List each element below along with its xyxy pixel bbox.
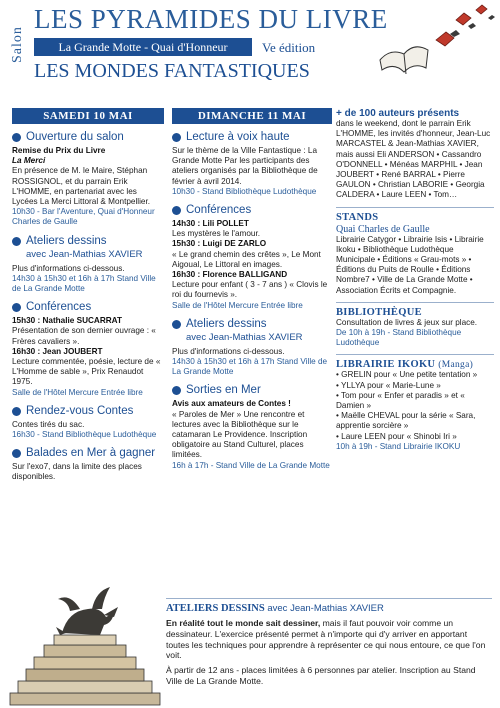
- section-title: Ateliers dessins: [26, 234, 107, 247]
- salon-label: Salon: [10, 26, 25, 64]
- workshop-body: mais il faut pouvoir voir comme un dessinateur. L'exercice présenté permet à n'importe qui d'y arriver en apportant toutes les techniques pour apprendre à représenter ce qui nous entoure, ce que l'on voit.: [166, 618, 486, 661]
- speaker-2: 15h30 : Luigi DE ZARLO: [172, 239, 267, 249]
- workshop-heading-sub: avec Jean-Mathias XAVIER: [267, 603, 384, 614]
- section-subtitle: avec Jean-Mathias XAVIER: [26, 248, 143, 260]
- library-heading: BIBLIOTHÈQUE: [336, 302, 494, 318]
- prize-name: La Merci: [12, 156, 46, 166]
- section-title: Ateliers dessins: [186, 317, 267, 330]
- speaker-3: 16h30 : Florence BALLIGAND: [172, 270, 288, 280]
- column-sunday: [172, 108, 332, 471]
- page-title: LES PYRAMIDES DU LIVRE: [34, 4, 388, 34]
- ikoku-heading: [336, 354, 494, 370]
- sea-outings-bold: Avis aux amateurs de Contes !: [172, 399, 291, 409]
- header: [0, 0, 500, 100]
- stands-heading: STANDS: [336, 207, 494, 223]
- reading-text: Sur le thème de la Ville Fantastique : La Grande Motte Par les participants des ateliers organisés par la Bibliothèque de février à avril 2014.: [172, 146, 318, 186]
- ikoku-item: • YLLYA pour « Marie-Lune »: [336, 380, 441, 390]
- library-text: Consultation de livres & jeux sur place.: [336, 317, 478, 327]
- sea-outings-info: 16h à 17h - Stand Ville de La Grande Motte: [172, 460, 330, 470]
- stands-text: Librairie Catygor • Librairie Isis • Librairie Ikoku • Bibliothèque Ludothèque Municipale • Éditions « Grau-mots » • Éditions du Puits de Roulle • Éditions Nombre7 • Ville de La Grande Motte • Association Écrits et Compagnie.: [336, 234, 484, 295]
- day-header-saturday: SAMEDI 10 MAI: [12, 108, 164, 124]
- workshop-text: Plus d'informations ci-dessous.: [12, 263, 125, 273]
- prize-label: Remise du Prix du Livre: [12, 146, 106, 155]
- ikoku-item: • Laure LEEN pour « Shinobi Iri »: [336, 431, 457, 441]
- location-band: La Grande Motte - Quai d'Honneur: [34, 38, 252, 56]
- column-info: [336, 108, 494, 452]
- workshop-lead: En réalité tout le monde sait dessiner,: [166, 618, 321, 628]
- bullet-icon: [12, 449, 21, 458]
- bullet-icon: [12, 303, 21, 312]
- ikoku-item: • GRELIN pour « Une petite tentation »: [336, 370, 478, 380]
- bullet-icon: [172, 386, 181, 395]
- dragon-on-books-illustration: [0, 575, 170, 708]
- ikoku-info: 10h à 19h - Stand Librairie IKOKU: [336, 441, 461, 451]
- workshop-info: 14h30 à 15h30 et 16h à 17h Stand Ville de La Grande Motte: [12, 273, 156, 294]
- day-header-sunday: DIMANCHE 11 MAI: [172, 108, 332, 124]
- section-title: Conférences: [186, 204, 252, 217]
- library-info: De 10h à 19h - Stand Bibliothèque Ludothèque: [336, 328, 462, 348]
- bullet-icon: [12, 407, 21, 416]
- section-conferences: [172, 203, 332, 217]
- section-sea-outings: [172, 383, 332, 397]
- sea-trips-text: Sur l'exo7, dans la limite des places disponibles.: [12, 462, 142, 482]
- bullet-icon: [172, 320, 181, 329]
- drawing-workshops-block: [166, 598, 492, 687]
- section-drawing-workshops: [172, 317, 332, 345]
- workshop-text: Plus d'informations ci-dessous.: [172, 346, 285, 356]
- speaker-1-text: Les mystères le l'amour.: [172, 229, 261, 239]
- section-title: Sorties en Mer: [186, 384, 261, 397]
- section-title: Rendez-vous Contes: [26, 404, 134, 417]
- edition-label: Ve édition: [262, 40, 316, 55]
- section-sea-trips: [12, 446, 164, 460]
- opening-text: En présence de M. le Maire, Stéphan ROSSIGNOL, et du parrain Erik L'HOMME, en partenariat avec les Lycées La Merci Littoral & Montpellier.: [12, 166, 151, 207]
- drawing-workshops-heading: [166, 598, 492, 614]
- speaker-2-text: « Le grand chemin des crêtes », Le Mont Aigoual, Le Littoral en images.: [172, 249, 321, 269]
- ikoku-item: • Maëlle CHEVAL pour la série « Sara, apprentie sorcière »: [336, 411, 476, 431]
- section-tales: [12, 404, 164, 418]
- tales-text: Contes tirés du sac.: [12, 419, 85, 429]
- ikoku-item: • Tom pour « Enfer et paradis » et « Damien »: [336, 390, 465, 411]
- tales-info: 16h30 - Stand Bibliothèque Ludothèque: [12, 430, 157, 440]
- workshop-paragraph-2: À partir de 12 ans - places limitées à 6 personnes par atelier. Inscription au Stand Ville de La Grande Motte.: [166, 665, 476, 686]
- authors-text: dans le weekend, dont le parrain Erik L'HOMME, les invités d'honneur, Jean-Luc MARCASTEL & Jean-Mathias XAVIER, mais aussi Eli ANDERSON • Cassandro O'DONNELL • Ménéas MARPHIL • Jean JOUBERT • René BARRAL • Pierre GAULON • Christian LABORIE • Georgia CALDERA • Laure LEEN • Tom…: [336, 119, 491, 200]
- opening-info: 10h30 - Bar l'Aventure, Quai d'Honneur Charles de Gaulle: [12, 207, 155, 227]
- workshop-paragraph-1: [166, 618, 492, 661]
- sea-outings-text: « Paroles de Mer » Une rencontre et lectures avec la Bibliothèque sur le catamaran Le Providence. Inscription obligatoire au Stand Culturel, places limitées.: [172, 409, 308, 460]
- section-drawing-workshops: [12, 234, 164, 262]
- bullet-icon: [172, 206, 181, 215]
- flying-books-illustration: [340, 0, 500, 90]
- speaker-2-text: Lecture commentée, poésie, lecture de « L'Homme de sable », Prix Renaudot 1975.: [12, 357, 161, 387]
- reading-info: 10h30 - Stand Bibliothèque Ludothèque: [172, 186, 317, 196]
- workshop-heading-title: ATELIERS DESSINS: [166, 603, 265, 614]
- column-saturday: [12, 108, 164, 483]
- section-title: Conférences: [26, 301, 92, 314]
- authors-title: + de 100 auteurs présents: [336, 108, 460, 119]
- speaker-3-text: Lecture pour enfant ( 3 - 7 ans ) « Clovis le roi du fournevis ».: [172, 280, 328, 300]
- bullet-icon: [172, 133, 181, 142]
- section-subtitle: avec Jean-Mathias XAVIER: [186, 331, 303, 343]
- bullet-icon: [12, 237, 21, 246]
- stands-location: Quai Charles de Gaulle: [336, 223, 430, 235]
- conference-info: Salle de l'Hôtel Mercure Entrée libre: [172, 300, 303, 310]
- ikoku-title: LIBRAIRIE IKOKU: [336, 359, 436, 371]
- section-conferences: [12, 300, 164, 314]
- section-reading: [172, 130, 332, 144]
- speaker-1-text: Présentation de son dernier ouvrage : « Frères cavaliers ».: [12, 326, 156, 346]
- conference-info: Salle de l'Hôtel Mercure Entrée libre: [12, 387, 143, 397]
- section-title: Balades en Mer à gagner: [26, 447, 156, 460]
- ikoku-subtitle: (Manga): [438, 360, 474, 371]
- section-title: Ouverture du salon: [26, 131, 124, 143]
- workshop-info: 14h30 à 15h30 et 16h à 17h Stand Ville de La Grande Motte: [172, 357, 328, 377]
- speaker-1: 14h30 : Lili POLLET: [172, 219, 249, 229]
- subtitle: LES MONDES FANTASTIQUES: [34, 60, 310, 82]
- section-title: Lecture à voix haute: [186, 131, 290, 143]
- speaker-1: 15h30 : Nathalie SUCARRAT: [12, 316, 122, 326]
- section-opening: [12, 130, 164, 144]
- speaker-2: 16h30 : Jean JOUBERT: [12, 346, 103, 356]
- bullet-icon: [12, 133, 21, 142]
